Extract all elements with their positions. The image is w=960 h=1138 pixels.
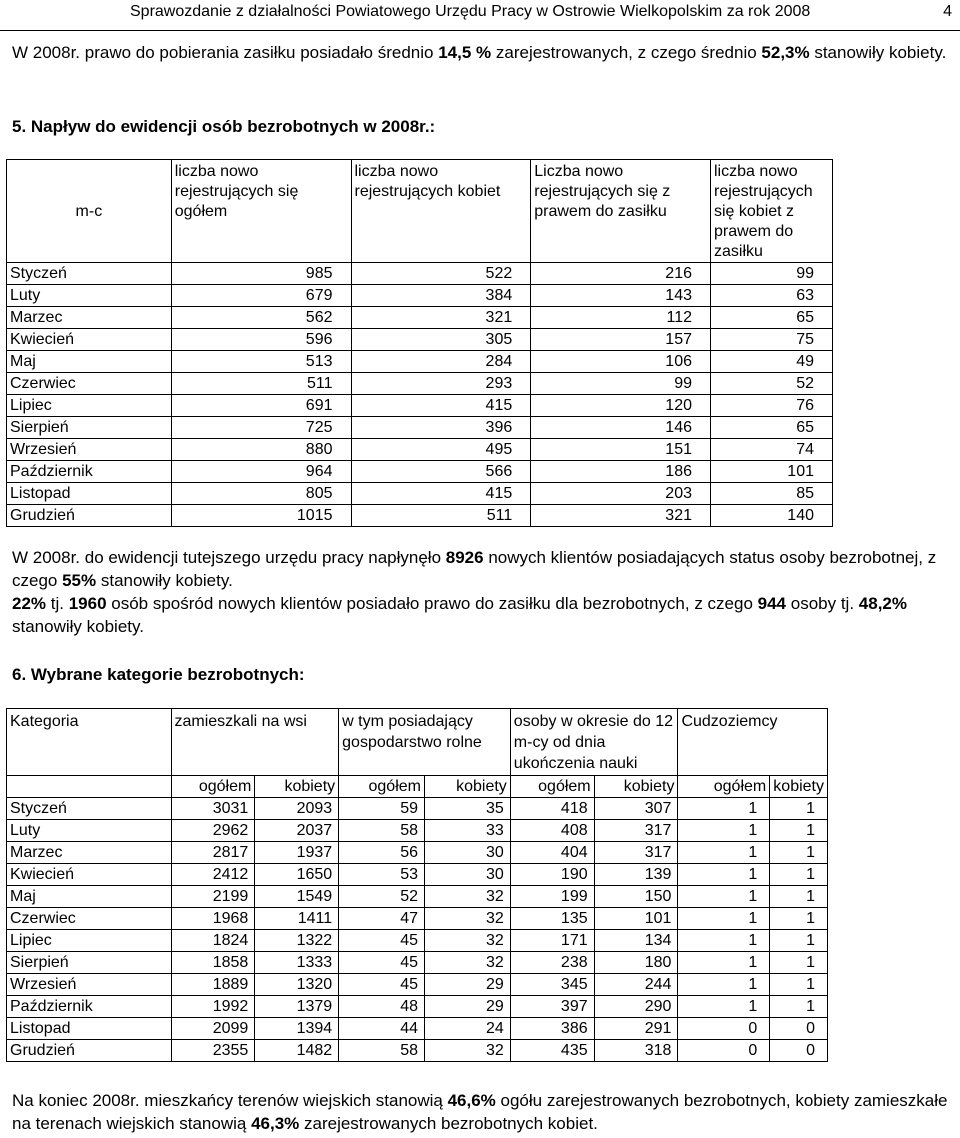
value-cell: 3031	[171, 798, 255, 820]
value-cell: 691	[171, 395, 351, 417]
value-cell: 513	[171, 351, 351, 373]
value-cell: 157	[531, 329, 711, 351]
summary-text: nowych klientów posiadających status osoby bezrobotnej, z czego	[12, 548, 937, 590]
value-cell: 566	[351, 461, 531, 483]
subheader-cell: kobiety	[255, 776, 339, 798]
closing-paragraph	[12, 1089, 957, 1135]
table-row	[7, 285, 833, 307]
summary-text: osoby tj.	[786, 594, 859, 613]
value-cell: 317	[594, 842, 678, 864]
column-header: Kategoria	[7, 709, 172, 776]
table-header-row	[7, 160, 833, 263]
value-cell: 2355	[171, 1040, 255, 1062]
month-cell: Maj	[7, 351, 172, 373]
value-cell: 150	[594, 886, 678, 908]
table-row	[7, 505, 833, 527]
value-cell: 85	[711, 483, 833, 505]
value-cell: 1650	[255, 864, 339, 886]
value-cell: 1	[770, 864, 828, 886]
value-cell: 0	[770, 1018, 828, 1040]
value-cell: 725	[171, 417, 351, 439]
value-cell: 216	[531, 263, 711, 285]
month-cell: Marzec	[7, 842, 172, 864]
value-cell: 318	[594, 1040, 678, 1062]
value-cell: 495	[351, 439, 531, 461]
column-header: Cudzoziemcy	[678, 709, 828, 776]
table-row	[7, 263, 833, 285]
month-cell: Lipiec	[7, 930, 172, 952]
value-cell: 596	[171, 329, 351, 351]
column-header: zamieszkali na wsi	[171, 709, 339, 776]
inflow-table	[6, 159, 833, 527]
column-header: liczba nowo rejestrujących się ogółem	[171, 160, 351, 263]
value-cell: 30	[424, 864, 510, 886]
value-cell: 307	[594, 798, 678, 820]
value-cell: 2817	[171, 842, 255, 864]
value-cell: 2412	[171, 864, 255, 886]
value-cell: 33	[424, 820, 510, 842]
closing-value: 46,6%	[447, 1091, 496, 1110]
value-cell: 386	[510, 1018, 594, 1040]
value-cell: 58	[339, 820, 425, 842]
value-cell: 805	[171, 483, 351, 505]
value-cell: 238	[510, 952, 594, 974]
month-cell: Styczeń	[7, 263, 172, 285]
value-cell: 1379	[255, 996, 339, 1018]
value-cell: 1	[770, 798, 828, 820]
value-cell: 1	[770, 996, 828, 1018]
column-header: liczba nowo rejestrujących kobiet	[351, 160, 531, 263]
value-cell: 1	[678, 864, 770, 886]
value-cell: 321	[531, 505, 711, 527]
value-cell: 1	[770, 886, 828, 908]
value-cell: 171	[510, 930, 594, 952]
value-cell: 1937	[255, 842, 339, 864]
value-cell: 49	[711, 351, 833, 373]
month-cell: Czerwiec	[7, 373, 172, 395]
table-row	[7, 417, 833, 439]
value-cell: 1411	[255, 908, 339, 930]
value-cell: 1482	[255, 1040, 339, 1062]
value-cell: 511	[171, 373, 351, 395]
table-row	[7, 307, 833, 329]
table-row	[7, 329, 833, 351]
table-row	[7, 842, 828, 864]
closing-value: 46,3%	[251, 1114, 300, 1133]
categories-table	[6, 708, 828, 1062]
value-cell: 2099	[171, 1018, 255, 1040]
value-cell: 291	[594, 1018, 678, 1040]
value-cell: 99	[711, 263, 833, 285]
closing-text: zarejestrowanych bezrobotnych kobiet.	[299, 1114, 598, 1133]
value-cell: 120	[531, 395, 711, 417]
section-6-heading: 6. Wybrane kategorie bezrobotnych:	[12, 665, 305, 684]
value-cell: 32	[424, 952, 510, 974]
value-cell: 59	[339, 798, 425, 820]
month-cell: Październik	[7, 461, 172, 483]
value-cell: 2037	[255, 820, 339, 842]
value-cell: 32	[424, 886, 510, 908]
value-cell: 1322	[255, 930, 339, 952]
value-cell: 30	[424, 842, 510, 864]
intro-text: stanowiły kobiety.	[809, 43, 947, 62]
value-cell: 65	[711, 307, 833, 329]
value-cell: 522	[351, 263, 531, 285]
intro-paragraph	[12, 41, 952, 64]
value-cell: 35	[424, 798, 510, 820]
value-cell: 415	[351, 395, 531, 417]
column-header: liczba nowo rejestrujących się kobiet z prawem do zasiłku	[711, 160, 833, 263]
value-cell: 1	[770, 930, 828, 952]
value-cell: 53	[339, 864, 425, 886]
table-row	[7, 395, 833, 417]
value-cell: 29	[424, 996, 510, 1018]
table-row	[7, 864, 828, 886]
value-cell: 404	[510, 842, 594, 864]
value-cell: 1	[678, 798, 770, 820]
value-cell: 146	[531, 417, 711, 439]
column-header: Liczba nowo rejestrujących się z prawem do zasiłku	[531, 160, 711, 263]
intro-value: 14,5 %	[438, 43, 492, 62]
table-row	[7, 930, 828, 952]
section-5-heading: 5. Napływ do ewidencji osób bezrobotnych w 2008r.:	[12, 117, 436, 136]
value-cell: 101	[594, 908, 678, 930]
table-row	[7, 908, 828, 930]
summary-text: stanowiły kobiety.	[96, 571, 233, 590]
value-cell: 1333	[255, 952, 339, 974]
inflow-summary-paragraph	[12, 546, 952, 638]
table-row	[7, 1040, 828, 1062]
value-cell: 74	[711, 439, 833, 461]
value-cell: 1889	[171, 974, 255, 996]
value-cell: 1320	[255, 974, 339, 996]
value-cell: 1	[678, 886, 770, 908]
month-cell: Lipiec	[7, 395, 172, 417]
table-row	[7, 351, 833, 373]
month-cell: Maj	[7, 886, 172, 908]
value-cell: 1	[678, 908, 770, 930]
value-cell: 32	[424, 930, 510, 952]
value-cell: 562	[171, 307, 351, 329]
value-cell: 880	[171, 439, 351, 461]
intro-value: 52,3%	[761, 43, 810, 62]
value-cell: 305	[351, 329, 531, 351]
value-cell: 45	[339, 974, 425, 996]
value-cell: 56	[339, 842, 425, 864]
month-cell: Luty	[7, 285, 172, 307]
summary-value: 1960	[68, 594, 107, 613]
value-cell: 1	[678, 842, 770, 864]
summary-value: 944	[757, 594, 787, 613]
value-cell: 415	[351, 483, 531, 505]
summary-value: 48,2%	[858, 594, 907, 613]
column-header: m-c	[7, 160, 172, 263]
value-cell: 140	[711, 505, 833, 527]
closing-text: Na koniec 2008r. mieszkańcy terenów wiejskich stanowią	[12, 1091, 448, 1110]
month-cell: Wrzesień	[7, 439, 172, 461]
value-cell: 345	[510, 974, 594, 996]
value-cell: 0	[678, 1040, 770, 1062]
value-cell: 321	[351, 307, 531, 329]
value-cell: 964	[171, 461, 351, 483]
value-cell: 134	[594, 930, 678, 952]
value-cell: 1549	[255, 886, 339, 908]
subheader-cell: kobiety	[424, 776, 510, 798]
value-cell: 1968	[171, 908, 255, 930]
month-cell: Kwiecień	[7, 329, 172, 351]
summary-value: 8926	[445, 548, 484, 567]
value-cell: 58	[339, 1040, 425, 1062]
table-row	[7, 373, 833, 395]
month-cell: Czerwiec	[7, 908, 172, 930]
subheader-cell: ogółem	[171, 776, 255, 798]
header-title: Sprawozdanie z działalności Powiatowego Urzędu Pracy w Ostrowie Wielkopolskim za rok 2008	[130, 3, 811, 20]
subheader-cell: ogółem	[510, 776, 594, 798]
value-cell: 1015	[171, 505, 351, 527]
value-cell: 52	[339, 886, 425, 908]
value-cell: 0	[678, 1018, 770, 1040]
summary-text: osób spośród nowych klientów posiadało prawo do zasiłku dla bezrobotnych, z czego	[106, 594, 758, 613]
table-row	[7, 996, 828, 1018]
table-row	[7, 820, 828, 842]
value-cell: 99	[531, 373, 711, 395]
month-cell: Listopad	[7, 1018, 172, 1040]
value-cell: 143	[531, 285, 711, 307]
month-cell: Grudzień	[7, 505, 172, 527]
subheader-cell: kobiety	[770, 776, 828, 798]
value-cell: 1394	[255, 1018, 339, 1040]
table-row	[7, 886, 828, 908]
value-cell: 2093	[255, 798, 339, 820]
summary-text: tj.	[46, 594, 69, 613]
value-cell: 48	[339, 996, 425, 1018]
value-cell: 29	[424, 974, 510, 996]
value-cell: 135	[510, 908, 594, 930]
month-cell: Grudzień	[7, 1040, 172, 1062]
value-cell: 32	[424, 1040, 510, 1062]
month-cell: Styczeń	[7, 798, 172, 820]
value-cell: 290	[594, 996, 678, 1018]
table-row	[7, 798, 828, 820]
value-cell: 52	[711, 373, 833, 395]
value-cell: 1	[678, 930, 770, 952]
value-cell: 317	[594, 820, 678, 842]
value-cell: 1	[678, 996, 770, 1018]
value-cell: 106	[531, 351, 711, 373]
summary-text: stanowiły kobiety.	[12, 617, 144, 636]
value-cell: 435	[510, 1040, 594, 1062]
value-cell: 284	[351, 351, 531, 373]
column-header: osoby w okresie do 12 m-cy od dnia ukończenia nauki	[510, 709, 678, 776]
value-cell: 65	[711, 417, 833, 439]
value-cell: 1	[770, 908, 828, 930]
month-cell: Sierpień	[7, 417, 172, 439]
value-cell: 293	[351, 373, 531, 395]
value-cell: 151	[531, 439, 711, 461]
value-cell: 2962	[171, 820, 255, 842]
value-cell: 679	[171, 285, 351, 307]
value-cell: 1	[678, 974, 770, 996]
summary-text: W 2008r. do ewidencji tutejszego urzędu pracy napłynęło	[12, 548, 446, 567]
value-cell: 101	[711, 461, 833, 483]
subheader-cell: ogółem	[339, 776, 425, 798]
value-cell: 24	[424, 1018, 510, 1040]
month-cell: Sierpień	[7, 952, 172, 974]
table-header-row	[7, 709, 828, 776]
table-row	[7, 974, 828, 996]
value-cell: 45	[339, 930, 425, 952]
column-header: w tym posiadający gospodarstwo rolne	[339, 709, 511, 776]
value-cell: 511	[351, 505, 531, 527]
summary-value: 55%	[62, 571, 97, 590]
value-cell: 244	[594, 974, 678, 996]
value-cell: 408	[510, 820, 594, 842]
month-cell: Kwiecień	[7, 864, 172, 886]
intro-text: zarejestrowanych, z czego średnio	[491, 43, 762, 62]
table-row	[7, 461, 833, 483]
value-cell: 190	[510, 864, 594, 886]
value-cell: 1	[678, 952, 770, 974]
table-row	[7, 1018, 828, 1040]
intro-text: W 2008r. prawo do pobierania zasiłku posiadało średnio	[12, 43, 439, 62]
table-subheader-row	[7, 776, 828, 798]
value-cell: 199	[510, 886, 594, 908]
value-cell: 1	[770, 974, 828, 996]
value-cell: 1	[770, 842, 828, 864]
month-cell: Marzec	[7, 307, 172, 329]
month-cell: Październik	[7, 996, 172, 1018]
month-cell: Listopad	[7, 483, 172, 505]
value-cell: 45	[339, 952, 425, 974]
value-cell: 985	[171, 263, 351, 285]
subheader-blank	[7, 776, 172, 798]
value-cell: 397	[510, 996, 594, 1018]
summary-value: 22%	[12, 594, 47, 613]
value-cell: 139	[594, 864, 678, 886]
value-cell: 180	[594, 952, 678, 974]
value-cell: 76	[711, 395, 833, 417]
value-cell: 203	[531, 483, 711, 505]
value-cell: 75	[711, 329, 833, 351]
value-cell: 1992	[171, 996, 255, 1018]
page-header	[0, 0, 960, 31]
value-cell: 1858	[171, 952, 255, 974]
closing-text: ogółu zarejestrowanych bezrobotnych, kobiety zamieszkałe na terenach wiejskich stanowią	[12, 1091, 948, 1133]
subheader-cell: kobiety	[594, 776, 678, 798]
value-cell: 1	[770, 820, 828, 842]
value-cell: 0	[770, 1040, 828, 1062]
value-cell: 396	[351, 417, 531, 439]
value-cell: 63	[711, 285, 833, 307]
value-cell: 1	[678, 820, 770, 842]
table-row	[7, 483, 833, 505]
value-cell: 44	[339, 1018, 425, 1040]
value-cell: 1	[770, 952, 828, 974]
value-cell: 112	[531, 307, 711, 329]
subheader-cell: ogółem	[678, 776, 770, 798]
month-cell: Wrzesień	[7, 974, 172, 996]
page-number: 4	[943, 3, 952, 20]
month-cell: Luty	[7, 820, 172, 842]
table-row	[7, 439, 833, 461]
value-cell: 47	[339, 908, 425, 930]
value-cell: 418	[510, 798, 594, 820]
value-cell: 32	[424, 908, 510, 930]
value-cell: 2199	[171, 886, 255, 908]
table-row	[7, 952, 828, 974]
value-cell: 384	[351, 285, 531, 307]
value-cell: 1824	[171, 930, 255, 952]
value-cell: 186	[531, 461, 711, 483]
